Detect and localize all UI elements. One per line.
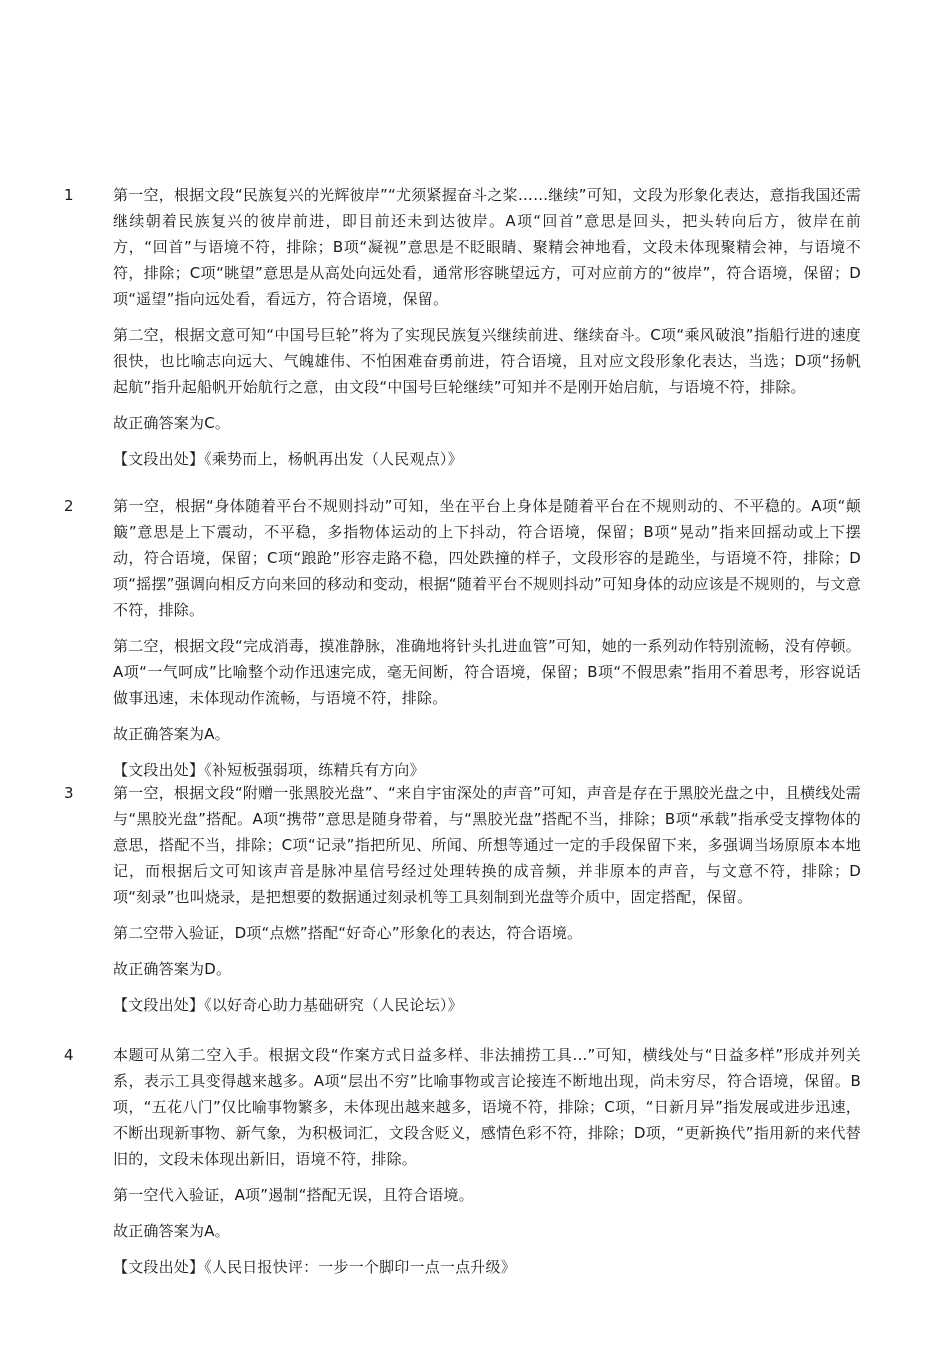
source-citation: 【文段出处】《乘势而上，杨帆再出发（人民观点）》 [113, 450, 463, 468]
answer-body [113, 182, 861, 482]
answer-body [113, 493, 861, 793]
explanation-paragraph: 第一空，根据“身体随着平台不规则抖动”可知，坐在平台上身体是随着平台在不规则动的、不平稳的。A项“颠簸”意思是上下震动，不平稳，多指物体运动的上下抖动，符合语境，保留；B项“晃动”指来回摇动或上下摆动，符合语境，保留；C项“踉跄”形容走路不稳，四处跌撞的样子，文段形容的是跪坐，与语境不符，排除；D项“摇摆”强调向相反方向来回的移动和变动，根据“随着平台不规则抖动”可知身体的动应该是不规则的，与文意不符，排除。 [113, 497, 861, 619]
source-citation: 【文段出处】《补短板强弱项，练精兵有方向》 [113, 761, 425, 779]
question-number: 3 [64, 784, 74, 802]
question-number: 2 [64, 497, 74, 515]
explanation-paragraph: 第二空带入验证，D项“点燃”搭配“好奇心”形象化的表达，符合语境。 [113, 924, 583, 942]
explanation-paragraph: 本题可从第二空入手。根据文段“作案方式日益多样、非法捕捞工具…”可知，横线处与“日益多样”形成并列关系，表示工具变得越来越多。A项“层出不穷”比喻事物或言论接连不断地出现，尚未穷尽，符合语境，保留。B项，“五花八门”仅比喻事物繁多，未体现出越来越多，语境不符，排除；C项，“日新月异”指发展或进步迅速，不断出现新事物、新气象，为积极词汇，文段含贬义，感情色彩不符，排除；D项，“更新换代”指用新的来代替旧的，文段未体现出新旧，语境不符，排除。 [113, 1046, 861, 1168]
answer-body [113, 1042, 861, 1290]
correct-answer: 故正确答案为D。 [113, 960, 232, 978]
question-number: 1 [64, 186, 74, 204]
question-number: 4 [64, 1046, 74, 1064]
explanation-paragraph: 第一空，根据文段“民族复兴的光辉彼岸”“尤须紧握奋斗之桨……继续”可知，文段为形象化表达，意指我国还需继续朝着民族复兴的彼岸前进，即目前还未到达彼岸。A项“回首”意思是回头，把头转向后方，彼岸在前方，“回首”与语境不符，排除；B项“凝视”意思是不眨眼睛、聚精会神地看，文段未体现聚精会神，与语境不符，排除；C项“眺望”意思是从高处向远处看，通常形容眺望远方，可对应前方的“彼岸”，符合语境，保留；D项“遥望”指向远处看，看远方，符合语境，保留。 [113, 186, 861, 308]
correct-answer: 故正确答案为A。 [113, 725, 230, 743]
source-citation: 【文段出处】《以好奇心助力基础研究（人民论坛）》 [113, 996, 463, 1014]
explanation-paragraph: 第二空，根据文段“完成消毒，摸准静脉，准确地将针头扎进血管”可知，她的一系列动作特别流畅，没有停顿。A项“一气呵成”比喻整个动作迅速完成，毫无间断，符合语境，保留；B项“不假思索”指用不着思考，形容说话做事迅速，未体现动作流畅，与语境不符，排除。 [113, 637, 861, 707]
explanation-paragraph: 第一空，根据文段“附赠一张黑胶光盘”、“来自宇宙深处的声音”可知，声音是存在于黑胶光盘之中，且横线处需与“黑胶光盘”搭配。A项“携带”意思是随身带着，与“黑胶光盘”搭配不当，排除；B项“承载”指承受支撑物体的意思，搭配不当，排除；C项“记录”指把所见、所闻、所想等通过一定的手段保留下来，多强调当场原原本本地记，而根据后文可知该声音是脉冲星信号经过处理转换的成音频，并非原本的声音，与文意不符，排除；D项“刻录”也叫烧录，是把想要的数据通过刻录机等工具刻制到光盘等介质中，固定搭配，保留。 [113, 784, 861, 906]
correct-answer: 故正确答案为C。 [113, 414, 231, 432]
explanation-paragraph: 第一空代入验证，A项”遏制“搭配无误，且符合语境。 [113, 1186, 474, 1204]
correct-answer: 故正确答案为A。 [113, 1222, 230, 1240]
answer-body [113, 780, 861, 1028]
explanation-paragraph: 第二空，根据文意可知“中国号巨轮”将为了实现民族复兴继续前进、继续奋斗。C项“乘风破浪”指船行进的速度很快，也比喻志向远大、气魄雄伟、不怕困难奋勇前进，符合语境，且对应文段形象化表达，当选；D项“扬帆起航”指升起船帆开始航行之意，由文段“中国号巨轮继续”可知并不是刚开始启航，与语境不符，排除。 [113, 326, 861, 396]
source-citation: 【文段出处】《人民日报快评：一步一个脚印一点一点升级》 [113, 1258, 516, 1276]
